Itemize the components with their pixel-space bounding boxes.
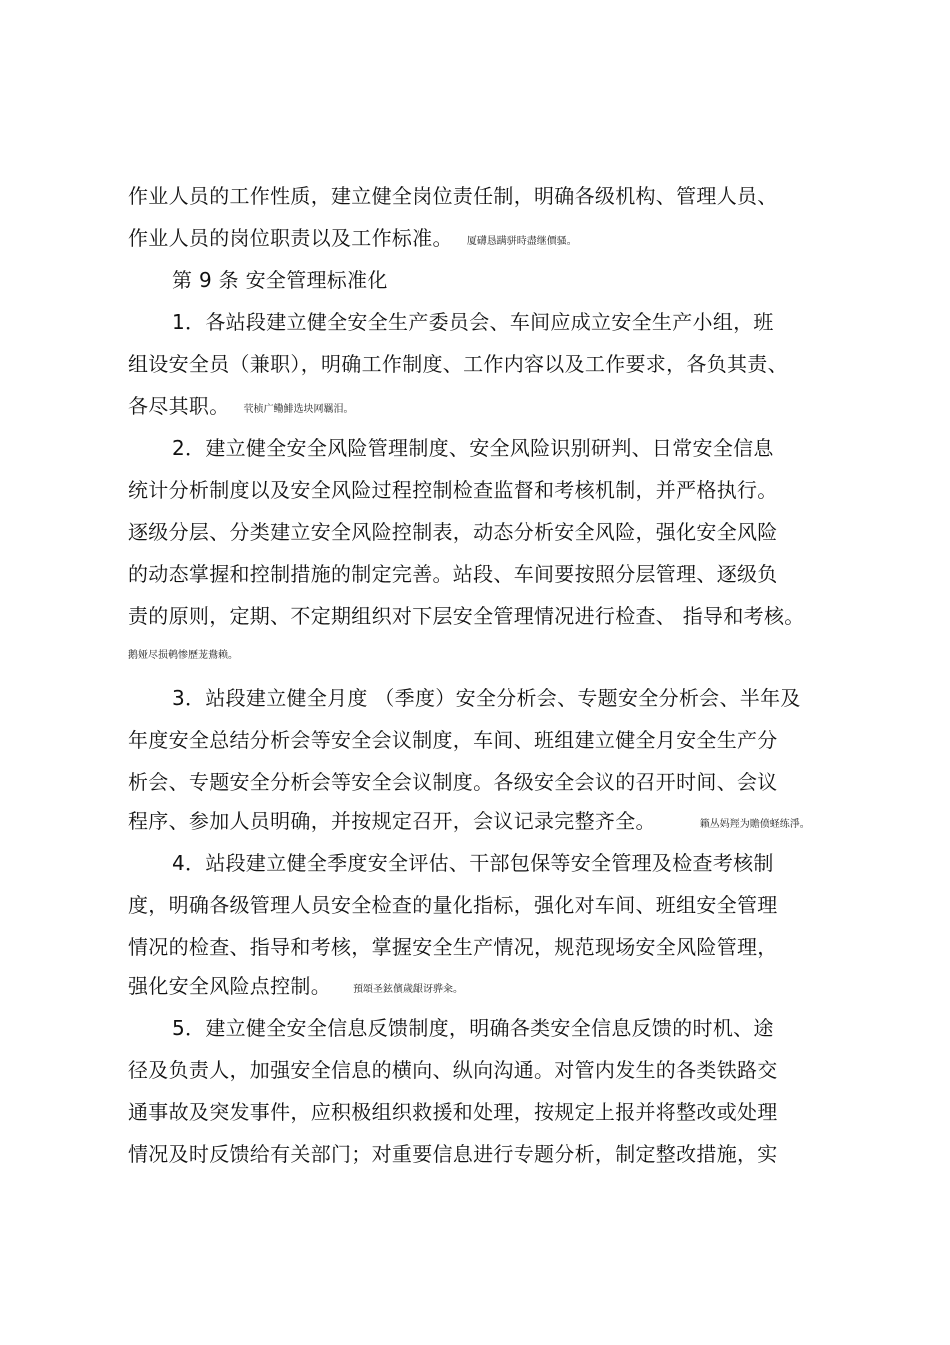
margin-note: 厦礴恳蹒骈時盡继價骚。 [466,236,577,247]
line-text: 第 9 条 安全管理标准化 [172,268,388,292]
line-text: 统计分析制度以及安全风险过程控制检查监督和考核机制，并严格执行。 [128,478,778,502]
text-line [128,808,810,834]
text-line [128,1057,778,1083]
margin-note: 籟丛妈羥为贍偾蛏练淨。 [699,819,810,830]
text-line [128,892,778,918]
text-line [128,603,805,629]
text-line [128,225,577,251]
text-line [128,973,463,999]
text-line [128,1099,778,1125]
line-text: 责的原则，定期、不定期组织对下层安全管理情况进行检查、 指导和考核。 [128,604,805,628]
text-line [128,393,354,419]
text-line [172,685,801,711]
line-text: 4．站段建立健全季度安全评估、干部包保等安全管理及检查考核制 [172,851,774,875]
line-text: 通事故及突发事件，应积极组织救援和处理，按规定上报并将整改或处理 [128,1100,778,1124]
text-line [172,850,774,876]
line-text: 3．站段建立健全月度 （季度）安全分析会、专题安全分析会、半年及 [172,686,801,710]
line-text: 年度安全总结分析会等安全会议制度，车间、班组建立健全月安全生产分 [128,728,778,752]
text-line [128,934,778,960]
line-text: 径及负责人，加强安全信息的横向、纵向沟通。对管内发生的各类铁路交 [128,1058,778,1082]
line-text: 2．建立健全安全风险管理制度、安全风险识别研判、日常安全信息 [172,436,774,460]
text-line [128,351,788,377]
text-line [128,183,778,209]
text-line [128,561,778,587]
text-line [172,309,774,335]
line-text: 逐级分层、分类建立安全风险控制表，动态分析安全风险，强化安全风险 [128,520,778,544]
line-text: 的动态掌握和控制措施的制定完善。站段、车间要按照分层管理、逐级负 [128,562,778,586]
line-text: 情况及时反馈给有关部门；对重要信息进行专题分析，制定整改措施，实 [128,1142,778,1166]
text-line [172,1015,774,1041]
line-text: 情况的检查、指导和考核，掌握安全生产情况，规范现场安全风险管理， [128,935,778,959]
text-line [128,727,778,753]
margin-note: 預頌圣鉉儐歲龈讶骅籴。 [353,984,463,995]
line-text: 析会、专题安全分析会等安全会议制度。各级安全会议的召开时间、会议 [128,770,778,794]
article-heading [172,267,388,293]
text-line [128,477,778,503]
text-line [172,435,774,461]
text-line [128,1141,778,1167]
text-line [128,769,778,795]
text-line [128,519,778,545]
line-text: 作业人员的工作性质，建立健全岗位责任制，明确各级机构、管理人员、 [128,184,778,208]
line-text: 1．各站段建立健全安全生产委员会、车间应成立安全生产小组，班 [172,310,774,334]
line-text: 组设安全员（兼职），明确工作制度、工作内容以及工作要求，各负其责、 [128,352,788,376]
line-text: 程序、参加人员明确，并按规定召开，会议记录完整齐全。 [128,809,656,833]
line-text: 度，明确各级管理人员安全检查的量化指标，强化对车间、班组安全管理 [128,893,778,917]
line-text: 各尽其职。 [128,394,230,418]
line-text: 5．建立健全安全信息反馈制度，明确各类安全信息反馈的时机、途 [172,1016,774,1040]
line-text: 作业人员的岗位职责以及工作标准。 [128,226,453,250]
line-text: 强化安全风险点控制。 [128,974,331,998]
margin-note: 茕桢广鳓鯡选块网羈泪。 [243,404,354,415]
margin-note: 鹅娅尽损鹌惨歷茏鴦赖。 [128,650,238,661]
